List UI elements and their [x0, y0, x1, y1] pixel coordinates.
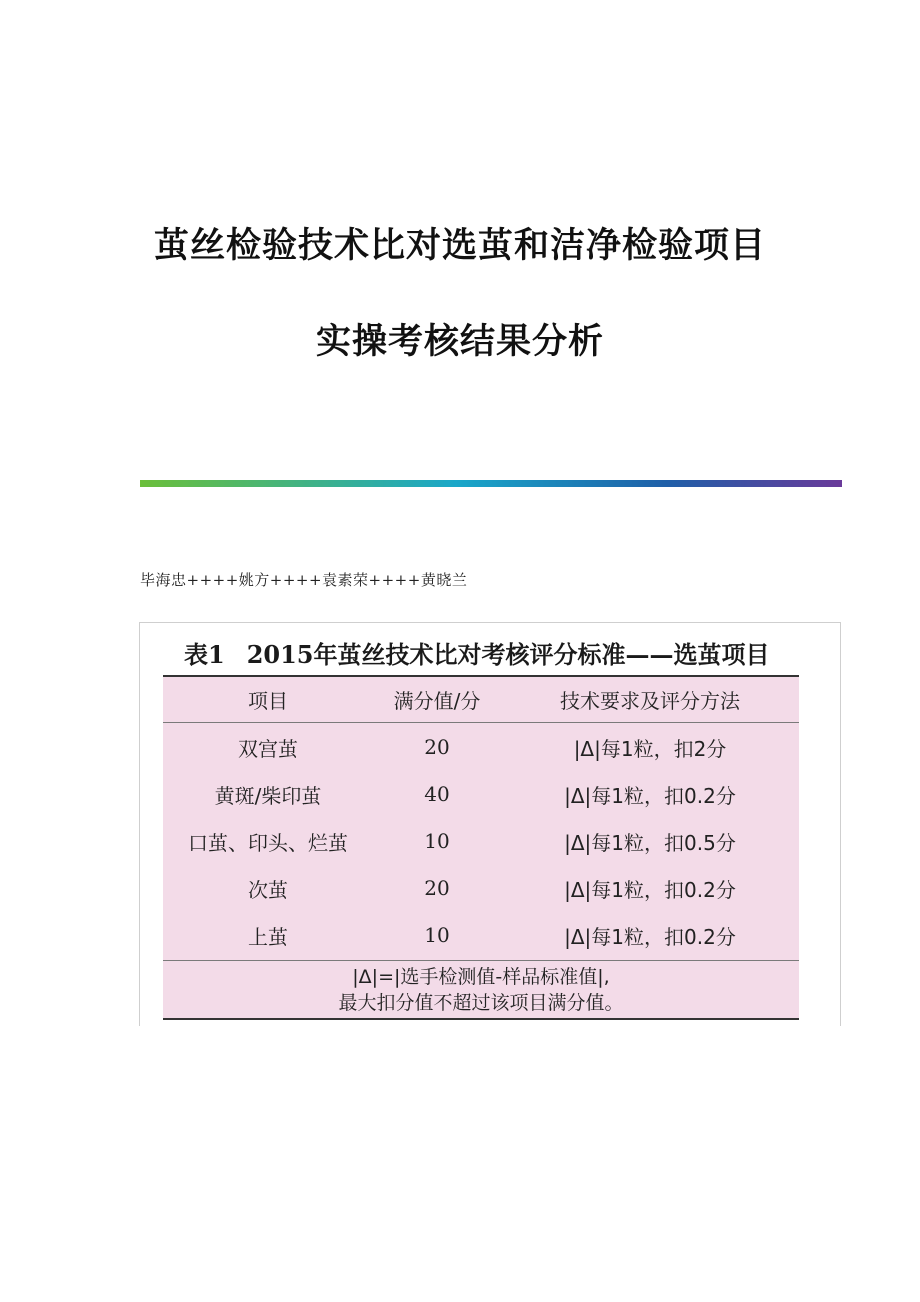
row-item: 上茧 [248, 924, 288, 949]
row-item: 次茧 [248, 877, 288, 902]
row-score: 10 [424, 923, 450, 947]
table-row [163, 912, 799, 958]
header-method: 技术要求及评分方法 [560, 689, 740, 713]
row-score: 20 [424, 735, 450, 759]
scoring-table [163, 675, 799, 1020]
table-row [163, 818, 799, 864]
row-method: |Δ|每1粒，扣0.5分 [564, 830, 736, 855]
row-score: 20 [424, 876, 450, 900]
table-footnote [163, 960, 799, 1020]
row-method: |Δ|每1粒，扣0.2分 [564, 783, 736, 808]
table-footnote-line2: 最大扣分值不超过该项目满分值。 [338, 992, 624, 1014]
row-item: 黄斑/柴印茧 [214, 783, 322, 808]
document-title-line2: 实操考核结果分析 [315, 321, 604, 362]
table-caption-text: 2015年茧丝技术比对考核评分标准——选茧项目 [246, 640, 770, 669]
table-figure [139, 622, 841, 1026]
table-caption-label: 表1 [184, 640, 225, 669]
decorative-gradient-divider [140, 480, 842, 487]
row-score: 40 [424, 782, 450, 806]
row-method: |Δ|每1粒，扣0.2分 [564, 877, 736, 902]
header-item: 项目 [248, 689, 288, 713]
table-row [163, 865, 799, 911]
document-title-line1: 茧丝检验技术比对选茧和洁净检验项目 [153, 225, 766, 266]
row-method: |Δ|每1粒，扣2分 [573, 736, 727, 761]
row-method: |Δ|每1粒，扣0.2分 [564, 924, 736, 949]
header-full-score: 满分值/分 [393, 689, 481, 713]
author-list: 毕海忠++++姚方++++袁素荣++++黄晓兰 [140, 571, 468, 589]
row-item: 双宫茧 [238, 736, 298, 761]
table-header-row [163, 677, 799, 723]
table-caption [184, 635, 770, 670]
table-row [163, 771, 799, 817]
row-item: 口茧、印头、烂茧 [188, 830, 348, 855]
row-score: 10 [424, 829, 450, 853]
table-row [163, 724, 799, 770]
table-footnote-line1: |Δ|=|选手检测值-样品标准值|, [352, 966, 610, 988]
